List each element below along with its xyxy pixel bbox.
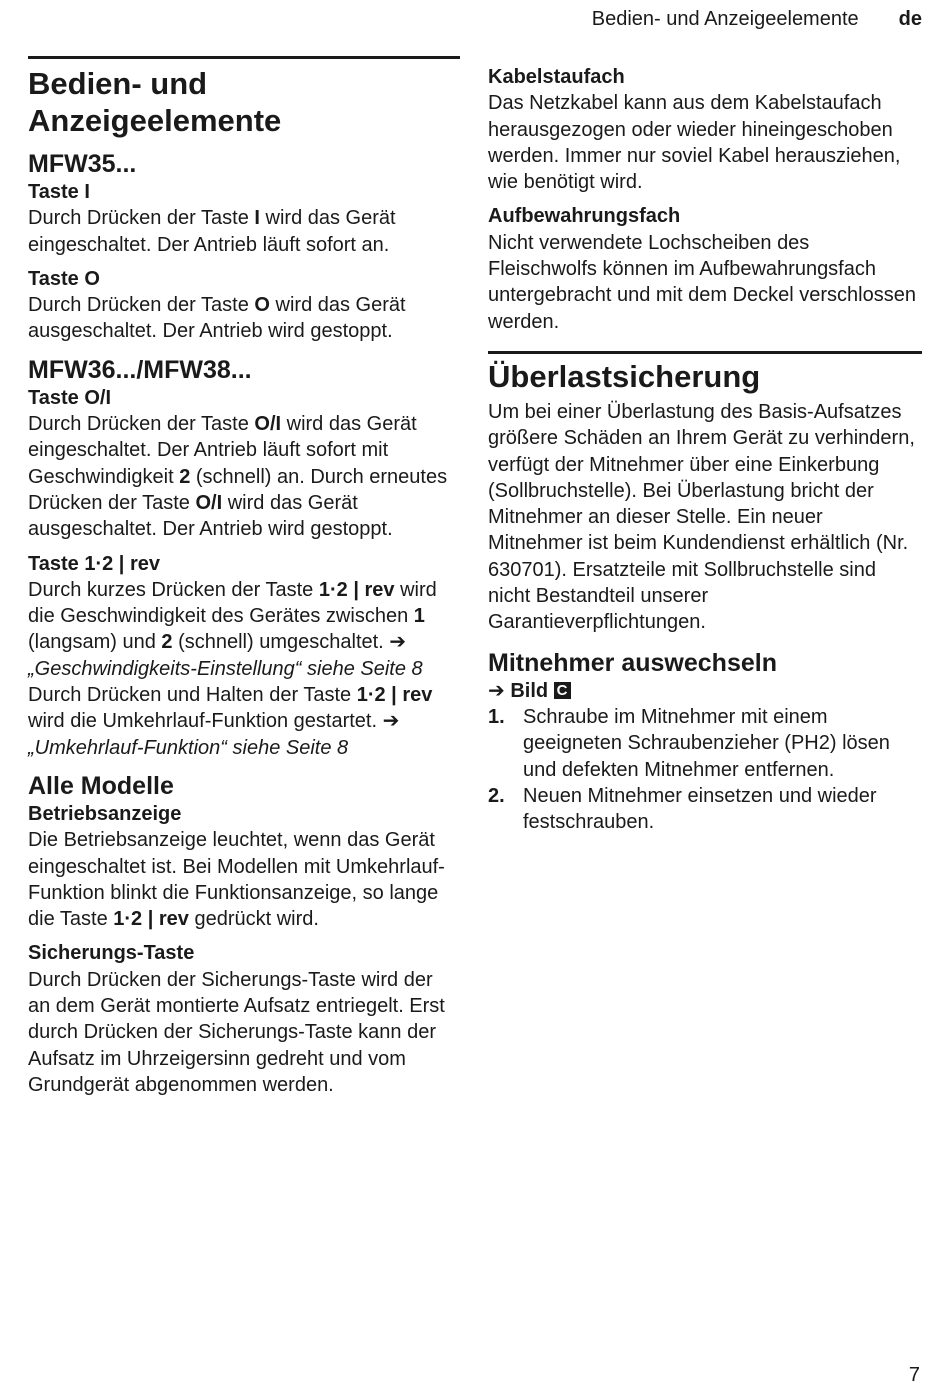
taste-i-label: Taste I	[28, 181, 90, 203]
sicherungs-taste-label: Sicherungs-Taste	[28, 942, 195, 965]
left-column	[28, 56, 460, 1098]
section-title: Bedien- und Anzeigeelemente	[28, 66, 282, 138]
sicherungs-taste-text: Durch Drücken der Sicherungs-Taste wird der an dem Gerät montierte Aufsatz entriegelt. Erst durch Drücken der Sicherungs-Taste kann der Aufsatz im Uhrzeigersinn gedreht und vom Grundgerät abgenommen werden.	[28, 968, 445, 1096]
taste-o-text: Durch Drücken der Taste O wird das Gerät ausgeschaltet. Der Antrieb wird gestoppt.	[28, 294, 406, 343]
alle-modelle-heading: Alle Modelle	[28, 771, 174, 800]
kabelstaufach-text: Das Netzkabel kann aus dem Kabelstaufach herausgezogen oder wieder hineingeschoben werden. Immer nur soviel Kabel herausziehen, wie benötigt wird.	[488, 92, 901, 194]
taste-rev-text-2: Durch Drücken und Halten der Taste 1·2 | rev wird die Umkehrlauf-Funktion gestartet. ➔ „Umkehrlauf-Funktion“ siehe Seite 8	[28, 684, 433, 759]
cross-reference: „Geschwindigkeits-Einstellung“ siehe Seite 8	[28, 657, 423, 680]
aufbewahrungsfach-text: Nicht verwendete Lochscheiben des Fleischwolfs können im Aufbewahrungsfach untergebracht und mit dem Deckel verschlossen werden.	[488, 231, 916, 333]
ueberlastsicherung-heading: Überlastsicherung	[488, 358, 761, 394]
taste-oi-label: Taste O/I	[28, 386, 111, 409]
taste-i-text: Durch Drücken der Taste I wird das Gerät eingeschaltet. Der Antrieb läuft sofort an.	[28, 207, 396, 256]
mfw36-heading: MFW36.../MFW38...	[28, 355, 252, 384]
steps-list	[488, 704, 922, 835]
arrow-right-icon: ➔	[382, 710, 400, 733]
taste-o-label: Taste O	[28, 267, 100, 290]
page-number: 7	[908, 1364, 920, 1386]
arrow-right-icon: ➔	[488, 679, 505, 702]
taste-rev-label: Taste 1·2 | rev	[28, 552, 160, 575]
figure-reference: ➔ Bild C	[488, 678, 922, 704]
page-header	[592, 6, 922, 32]
list-item: 2. Neuen Mitnehmer einsetzen und wieder festschrauben.	[488, 784, 877, 834]
header-language: de	[898, 8, 922, 30]
ueberlastsicherung-text: Um bei einer Überlastung des Basis-Aufsatzes größere Schäden an Ihrem Gerät zu verhindern, verfügt der Mitnehmer über eine Einkerbung (Sollbruchstelle). Bei Überlastung bricht der Mitnehmer an dieser Stelle. Ein neuer Mitnehmer ist beim Kundendienst erhältlich (Nr. 630701). Ersatzteile mit Sollbruchstelle sind nicht Bestandteil unserer Garantieverpflichtungen.	[488, 400, 915, 634]
list-item: 1. Schraube im Mitnehmer mit einem geeigneten Schraubenzieher (PH2) lösen und defekten Mitnehmer entfernen.	[488, 705, 890, 781]
mitnehmer-heading: Mitnehmer auswechseln	[488, 648, 777, 677]
cross-reference: „Umkehrlauf-Funktion“ siehe Seite 8	[28, 736, 349, 759]
mfw35-heading: MFW35...	[28, 150, 137, 178]
betriebsanzeige-text: Die Betriebsanzeige leuchtet, wenn das Gerät eingeschaltet ist. Bei Modellen mit Umkehrlauf-Funktion blinkt die Funktionsanzeige, so lange die Taste 1·2 | rev gedrückt wird.	[28, 829, 445, 931]
arrow-right-icon: ➔	[389, 631, 407, 654]
taste-rev-text-1: Durch kurzes Drücken der Taste 1·2 | rev wird die Geschwindigkeit des Gerätes zwischen 1 (langsam) und 2 (schnell) umgeschaltet. ➔ „Geschwindigkeits-Einstellung“ siehe Seite 8	[28, 578, 437, 680]
header-title: Bedien- und Anzeigeelemente	[591, 8, 859, 30]
right-column	[488, 64, 922, 835]
betriebsanzeige-label: Betriebsanzeige	[28, 802, 182, 825]
kabelstaufach-label: Kabelstaufach	[488, 66, 625, 88]
figure-letter-badge: C	[554, 682, 571, 699]
section-rule	[28, 56, 460, 59]
aufbewahrungsfach-label: Aufbewahrungsfach	[488, 205, 681, 228]
taste-oi-text: Durch Drücken der Taste O/I wird das Gerät eingeschaltet. Der Antrieb läuft sofort mit Geschwindigkeit 2 (schnell) an. Durch erneutes Drücken der Taste O/I wird das Gerät ausgeschaltet. Der Antrieb wird gestoppt.	[28, 413, 448, 541]
section-rule	[488, 351, 922, 354]
